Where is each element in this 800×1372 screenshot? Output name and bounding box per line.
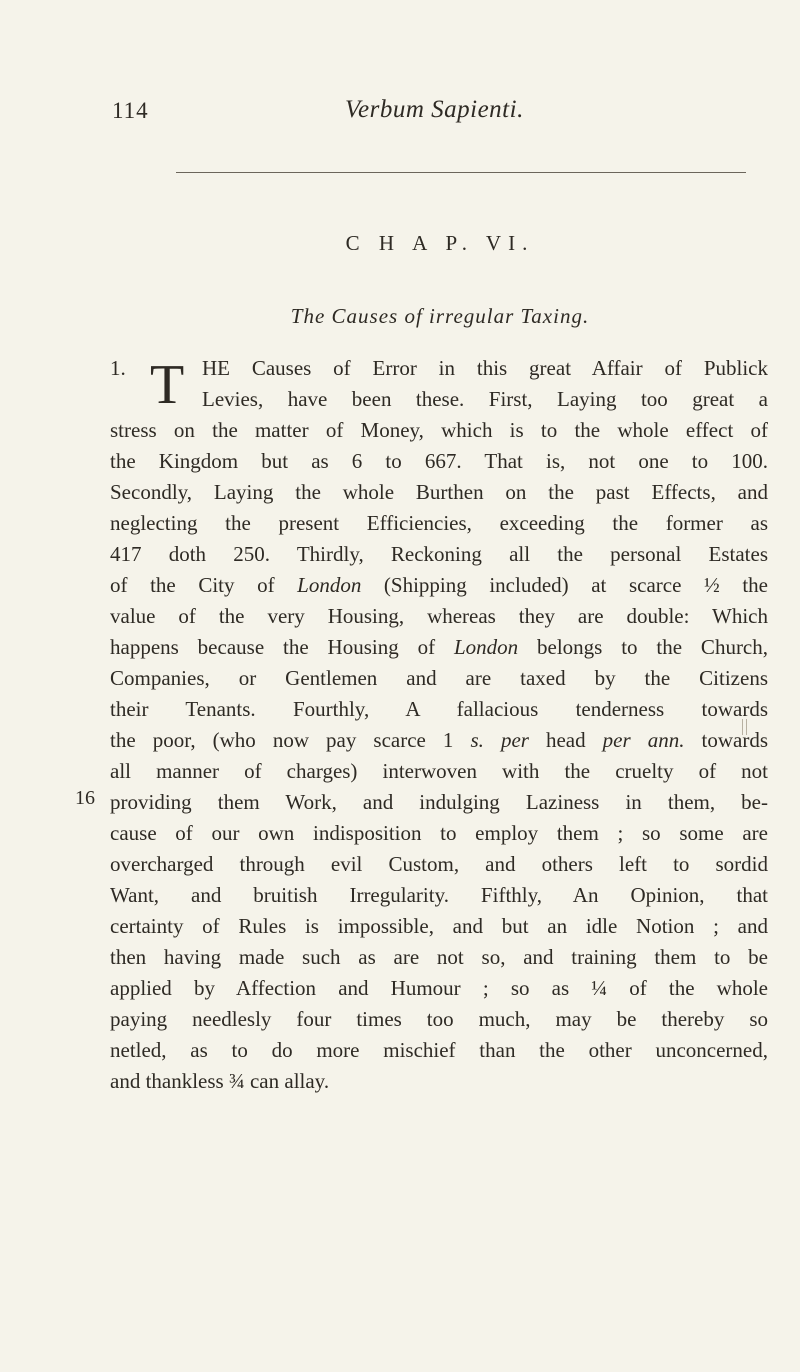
text-line: netled, as to do more mischief than the other unconcerned, xyxy=(110,1038,768,1062)
text-line: paying needlesly four times too much, may be thereby so xyxy=(110,1007,768,1031)
text-line: the Kingdom but as 6 to 667. That is, not one to 100. xyxy=(110,449,768,473)
running-head: Verbum Sapienti. xyxy=(345,96,524,123)
text-line: neglecting the present Efficiencies, exceeding the former as xyxy=(110,511,768,535)
text-line: stress on the matter of Money, which is to the whole effect of xyxy=(110,418,768,442)
text-line: of the City of London (Shipping included) at scarce ½ the xyxy=(110,573,768,597)
text-line: happens because the Housing of London belongs to the Church, xyxy=(110,635,769,659)
text-line: all manner of charges) interwoven with the cruelty of not xyxy=(110,759,768,783)
text-line: then having made such as are not so, and training them to be xyxy=(110,945,768,969)
text-line: and thankless ¾ can allay. xyxy=(110,1069,330,1093)
margin-line-number: 16 xyxy=(75,787,95,809)
text-line: 1. HE Causes of Error in this great Affair of Publick xyxy=(110,353,768,384)
text-line: providing them Work, and indulging Laziness in them, be- xyxy=(110,790,768,814)
header-rule xyxy=(176,172,746,173)
text-line: overcharged through evil Custom, and others left to sordid xyxy=(110,852,768,876)
text-line: cause of our own indisposition to employ them ; so some are xyxy=(110,821,768,845)
text-line: applied by Affection and Humour ; so as ¼ of the whole xyxy=(110,976,768,1000)
text-line: their Tenants. Fourthly, A fallacious tenderness towards xyxy=(110,697,768,721)
text-line: 417 doth 250. Thirdly, Reckoning all the personal Estates xyxy=(110,542,768,566)
body-text xyxy=(110,353,768,1097)
text-line: Levies, have been these. First, Laying too great a xyxy=(202,387,768,411)
text-line: certainty of Rules is impossible, and but an idle Notion ; and xyxy=(110,914,768,938)
margin-bar xyxy=(742,719,747,735)
chapter-title: The Causes of irregular Taxing. xyxy=(290,304,590,328)
section-number: 1. xyxy=(110,356,126,380)
text-line: the poor, (who now pay scarce 1 s. per head per ann. towards xyxy=(110,728,768,752)
page-number: 114 xyxy=(112,98,149,123)
chapter-heading: C H A P. VI. xyxy=(345,231,535,255)
drop-cap: T xyxy=(150,354,185,416)
text-line: Want, and bruitish Irregularity. Fifthly, An Opinion, that xyxy=(110,883,768,907)
text-line: Secondly, Laying the whole Burthen on the past Effects, and xyxy=(110,480,768,504)
text-line: value of the very Housing, whereas they are double: Which xyxy=(110,604,768,628)
text-line: Companies, or Gentlemen and are taxed by the Citizens xyxy=(110,666,768,690)
